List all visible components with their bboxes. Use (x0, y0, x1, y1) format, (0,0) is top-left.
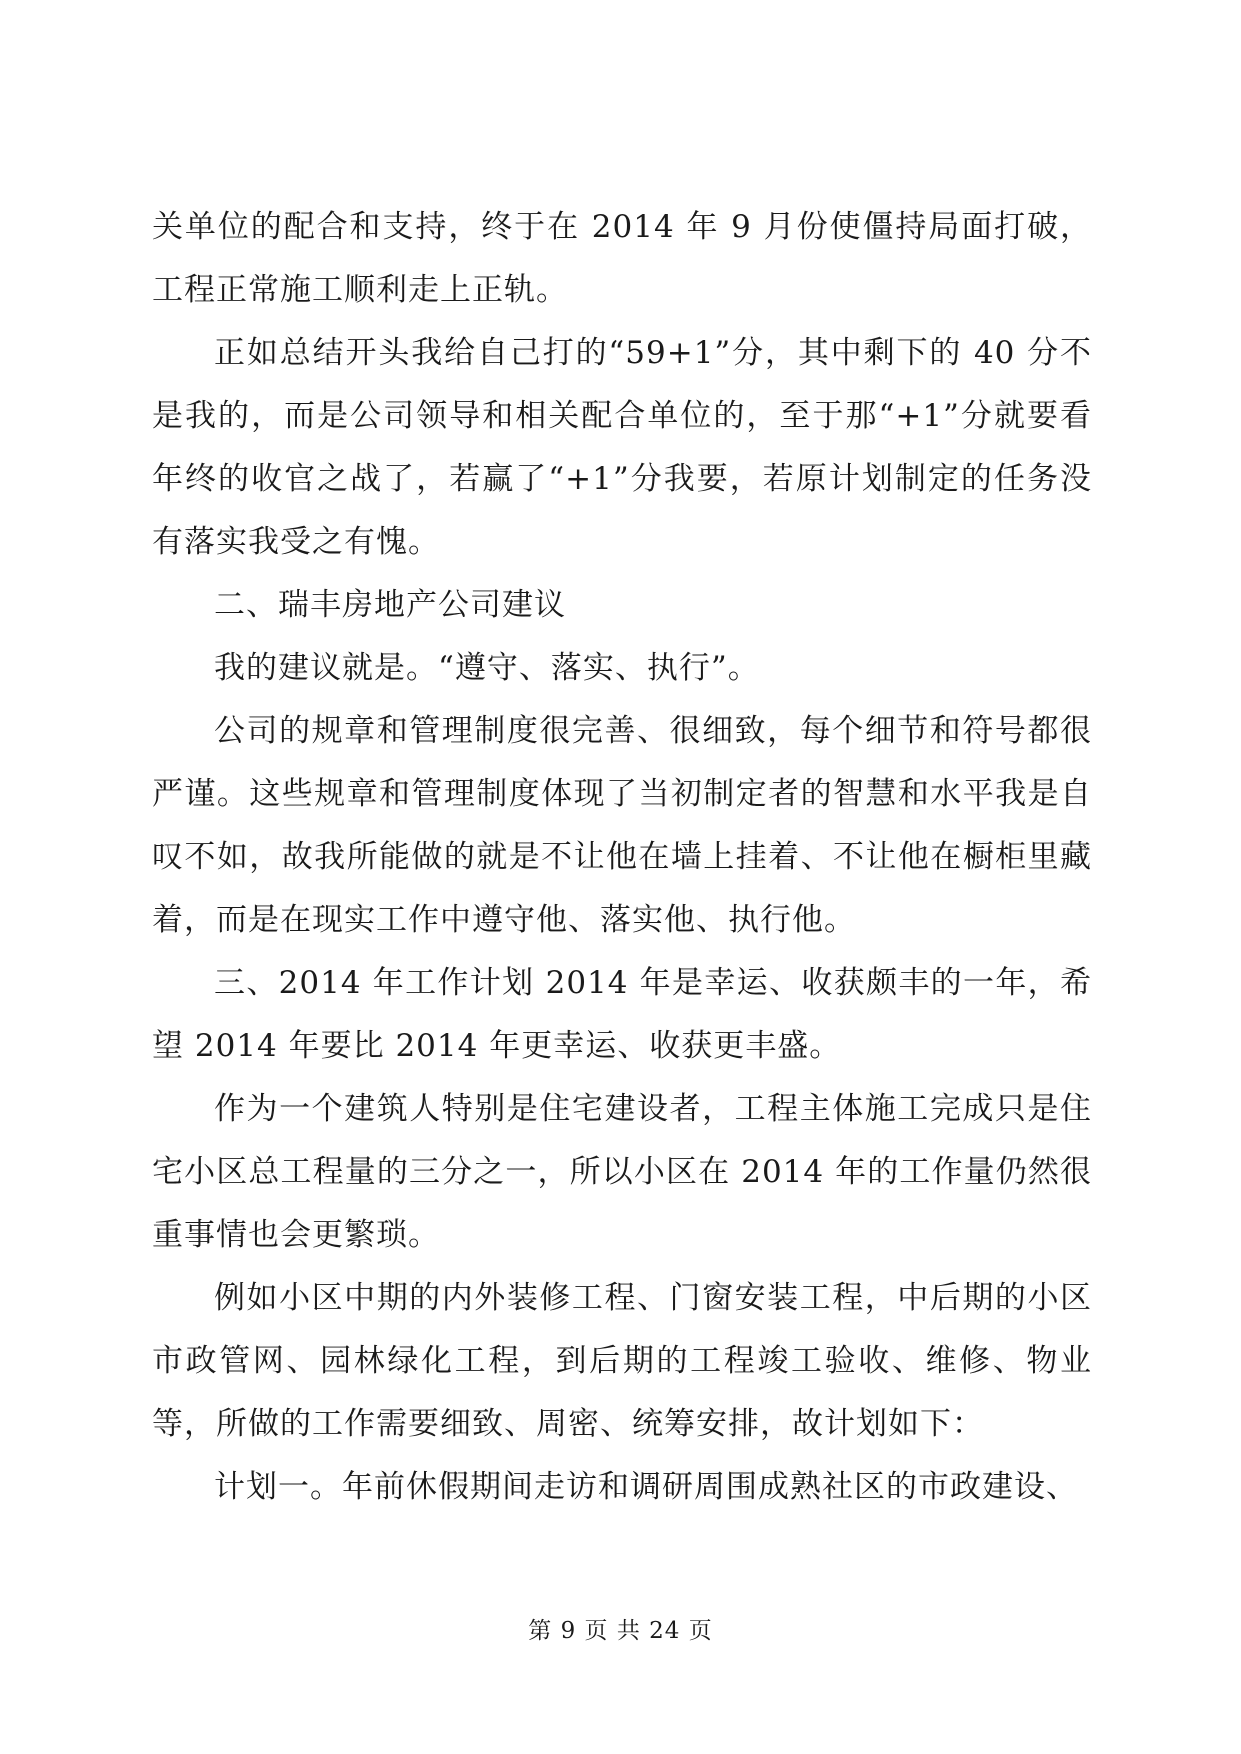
section-heading-suggestions: 二、瑞丰房地产公司建议 (214, 587, 566, 623)
paragraph-score-summary: 正如总结开头我给自己打的“59+1”分，其中剩下的 40 分不是我的，而是公司领导和相关配合单位的，至于那“+1”分就要看年终的收官之战了，若赢了“+1”分我要，若原计划制定的任务没有落实我受之有愧。 (152, 335, 1092, 560)
paragraph-examples: 例如小区中期的内外装修工程、门窗安装工程，中后期的小区市政管网、园林绿化工程，到后期的工程竣工验收、维修、物业等，所做的工作需要细致、周密、统筹安排，故计划如下： (152, 1280, 1092, 1442)
paragraph-continuation: 关单位的配合和支持，终于在 2014 年 9 月份使僵持局面打破，工程正常施工顺利走上正轨。 (152, 209, 1092, 308)
paragraph-regulations: 公司的规章和管理制度很完善、很细致，每个细节和符号都很严谨。这些规章和管理制度体现了当初制定者的智慧和水平我是自叹不如，故我所能做的就是不让他在墙上挂着、不让他在橱柜里藏着，而是在现实工作中遵守他、落实他、执行他。 (152, 713, 1092, 938)
paragraph-plan-one: 计划一。年前休假期间走访和调研周围成熟社区的市政建设、 (214, 1469, 1078, 1505)
paragraph-suggestion: 我的建议就是。“遵守、落实、执行”。 (214, 650, 760, 686)
section-heading-work-plan: 三、2014 年工作计划 2014 年是幸运、收获颇丰的一年，希望 2014 年要比 2014 年更幸运、收获更丰盛。 (152, 965, 1092, 1064)
paragraph-builder: 作为一个建筑人特别是住宅建设者，工程主体施工完成只是住宅小区总工程量的三分之一，所以小区在 2014 年的工作量仍然很重事情也会更繁琐。 (152, 1091, 1092, 1253)
document-body (152, 196, 1092, 1519)
page-footer: 第 9 页 共 24 页 (528, 1618, 713, 1644)
